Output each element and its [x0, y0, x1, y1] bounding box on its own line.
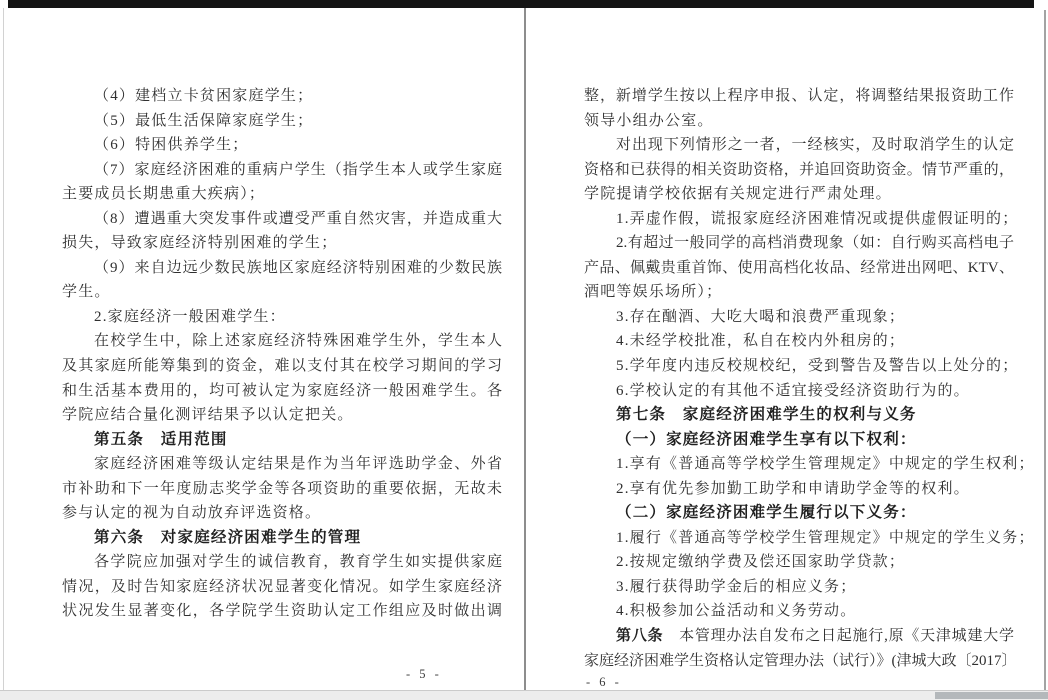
text-line: 第五条 适用范围: [94, 430, 228, 448]
text-line: 第七条 家庭经济困难学生的权利与义务: [616, 406, 917, 424]
text-line: 家庭经济困难学生资格认定管理办法（试行）》(津城大政〔2017〕: [584, 652, 1017, 669]
text-line: 第六条 对家庭经济困难学生的管理: [94, 528, 362, 546]
text-line: 市补助和下一年度励志奖学金等各项资助的重要依据，无故未: [62, 480, 502, 497]
text-line: 整，新增学生按以上程序申报、认定，将调整结果报资助工作: [584, 88, 1014, 104]
text-line: 产品、佩戴贵重首饰、使用高档化妆品、经常进出网吧、KTV、: [584, 259, 1014, 276]
text-line: 损失，导致家庭经济特别困难的学生；: [62, 235, 338, 252]
text-line: 及其家庭所能筹集到的资金，难以支付其在校学习期间的学习: [62, 358, 502, 375]
text-line: 2.家庭经济一般困难学生：: [94, 308, 286, 325]
text-line: 5.学年度内违反校规校纪，受到警告及警告以上处分的；: [616, 358, 1019, 375]
text-line: 学院提请学校依据有关规定进行严肃处理。: [584, 186, 892, 203]
horizontal-scrollbar-track[interactable]: [0, 690, 1048, 700]
text-line: （4）建档立卡贫困家庭学生；: [94, 88, 314, 104]
text-line: 学院应结合量化测评结果予以认定把关。: [62, 407, 354, 424]
text-line: （9）来自边远少数民族地区家庭经济特别困难的少数民族: [94, 259, 502, 276]
text-line: 情况，及时告知家庭经济状况显著变化情况。如学生家庭经济: [62, 578, 502, 595]
text-line: （6）特困供养学生；: [94, 137, 249, 154]
text-line: 4.未经学校批准，私自在校内外租房的；: [616, 333, 906, 350]
text-line: 2.享有优先参加勤工助学和申请助学金等的权利。: [616, 480, 970, 497]
text-line: 4.积极参加公益活动和义务劳动。: [616, 603, 857, 620]
text-line: 1.弄虚作假，谎报家庭经济困难情况或提供虚假证明的；: [616, 210, 1019, 227]
text-line: 各学院应加强对学生的诚信教育，教育学生如实提供家庭: [94, 554, 502, 571]
left-page-edge-line: [3, 8, 4, 690]
text-line: 第八条 本管理办法自发布之日起施行,原《天津城建大学: [616, 627, 1014, 645]
text-line: 领导小组办公室。: [584, 112, 714, 129]
text-line: 学生。: [62, 284, 111, 301]
text-line: 2.按规定缴纳学费及偿还国家助学贷款；: [616, 554, 906, 571]
text-line: 状况发生显著变化，各学院学生资助认定工作组应及时做出调: [62, 603, 502, 620]
text-line: 1.履行《普通高等学校学生管理规定》中规定的学生义务；: [616, 529, 1035, 546]
text-line: 在校学生中，除上述家庭经济特殊困难学生外，学生本人: [94, 333, 502, 350]
text-line: （5）最低生活保障家庭学生；: [94, 112, 314, 129]
horizontal-scrollbar-thumb[interactable]: [935, 692, 1048, 699]
text-line: 1.享有《普通高等学校学生管理规定》中规定的学生权利；: [616, 456, 1035, 473]
page-6-text-block: [584, 84, 1035, 673]
text-line: 2.有超过一般同学的高档消费现象（如：自行购买高档电子: [616, 235, 1014, 252]
page-number: - 5 -: [406, 667, 442, 681]
text-line: 酒吧等娱乐场所）；: [584, 284, 723, 301]
page-divider-line: [524, 8, 526, 690]
text-line: 对出现下列情形之一者，一经核实，及时取消学生的认定: [616, 137, 1014, 154]
text-line: 6.学校认定的有其他不适宜接受经济资助行为的。: [616, 382, 970, 399]
text-line: 参与认定的视为自动放弃评选资格。: [62, 505, 322, 522]
text-line: （一）家庭经济困难学生享有以下权利：: [616, 430, 917, 448]
text-line: （二）家庭经济困难学生履行以下义务：: [616, 504, 917, 522]
text-line: （8）遭遇重大突发事件或遭受严重自然灾害，并造成重大: [94, 210, 502, 227]
page-number: - 6 -: [586, 675, 622, 689]
text-line: （7）家庭经济困难的重病户学生（指学生本人或学生家庭: [94, 161, 502, 178]
article-heading-inline: 第八条: [616, 627, 664, 645]
page-5-text-block: [62, 84, 502, 624]
text-line: 资格和已获得的相关资助资格，并追回资助资金。情节严重的，: [584, 161, 1014, 178]
right-page-edge-line: [1044, 10, 1046, 690]
window-top-bar: [8, 0, 1034, 8]
text-line: 和生活基本费用的，均可被认定为家庭经济一般困难学生。各: [62, 382, 502, 399]
text-line: 家庭经济困难等级认定结果是作为当年评选助学金、外省: [94, 456, 502, 473]
text-line: 3.存在酗酒、大吃大喝和浪费严重现象；: [616, 308, 906, 325]
text-line: 主要成员长期患重大疾病）；: [62, 186, 266, 203]
text-line: 3.履行获得助学金后的相应义务；: [616, 578, 857, 595]
